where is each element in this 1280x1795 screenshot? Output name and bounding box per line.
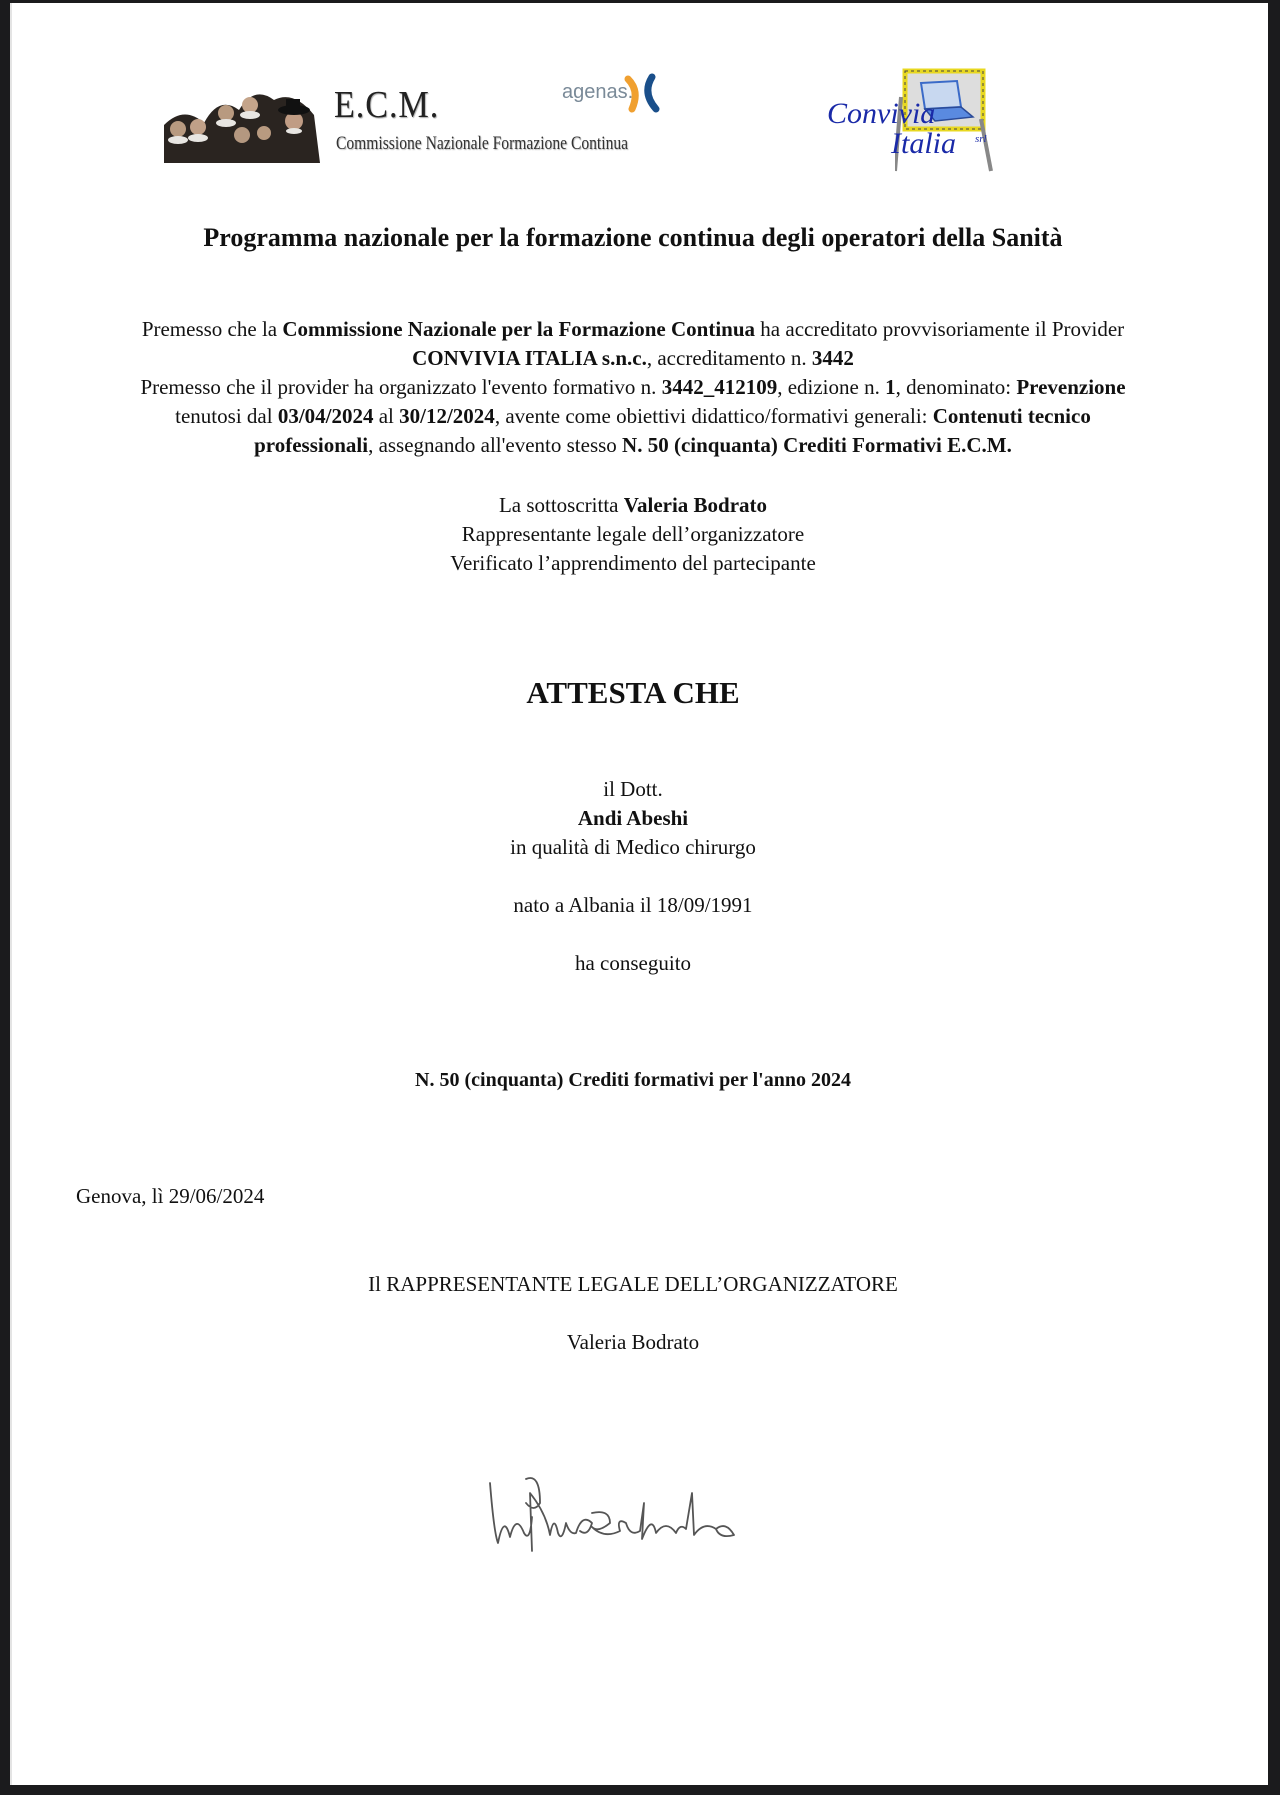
text: al <box>373 404 400 428</box>
convivia-italia-logo <box>827 65 1007 173</box>
signatory-prefix: La sottoscritta <box>498 493 624 517</box>
premise-line-4 <box>72 402 1194 431</box>
premise-line-2 <box>72 344 1194 373</box>
start-date: 03/04/2024 <box>277 404 374 428</box>
anatomy-lesson-painting-icon <box>164 85 320 163</box>
footer-name: Valeria Bodrato <box>566 1330 700 1354</box>
ecm-logo <box>164 71 654 163</box>
signature-icon <box>480 1473 750 1553</box>
provider-name: CONVIVIA ITALIA s.n.c. <box>412 346 647 370</box>
text: , assegnando all'evento stesso <box>368 433 623 457</box>
text: Premesso che il provider ha organizzato l'evento formativo n. <box>140 375 662 399</box>
participant-role: in qualità di Medico chirurgo <box>510 835 756 859</box>
text: , avente come obiettivi didattico/formativi generali: <box>494 404 933 428</box>
objectives: Contenuti tecnico <box>932 404 1091 428</box>
text: , edizione n. <box>777 375 886 399</box>
footer-role: Il RAPPRESENTANTE LEGALE DELL’ORGANIZZATORE <box>368 1272 898 1296</box>
event-name: Prevenzione <box>1016 375 1126 399</box>
premise-line-1 <box>72 315 1194 344</box>
ecm-subtitle: Commissione Nazionale Formazione Continua <box>336 133 629 154</box>
agenas-mark-icon <box>622 73 662 113</box>
credits-awarded: N. 50 (cinquanta) Crediti formativi per l'anno 2024 <box>415 1069 851 1091</box>
participant-block <box>12 775 1254 862</box>
text: , accreditamento n. <box>646 346 812 370</box>
place-date: Genova, lì 29/06/2024 <box>76 1184 265 1208</box>
premise-line-5 <box>72 431 1194 460</box>
programme-heading: Programma nazionale per la formazione continua degli operatori della Sanità <box>203 223 1063 252</box>
ecm-title: E.C.M. <box>334 84 440 126</box>
text: ha accreditato provvisoriamente il Provider <box>755 317 1125 341</box>
objectives-cont: professionali <box>254 433 369 457</box>
srl-text: srl <box>975 133 987 145</box>
convivia-text: Convivia <box>827 97 936 130</box>
signatory-block <box>12 491 1254 578</box>
signatory-name: Valeria Bodrato <box>623 493 768 517</box>
italia-text: Italia <box>891 127 956 160</box>
premise-line-3 <box>72 373 1194 402</box>
accreditation-number: 3442 <box>811 346 854 370</box>
edition-number: 1 <box>885 375 896 399</box>
end-date: 30/12/2024 <box>399 404 495 428</box>
verification-statement: Verificato l’apprendimento del partecipante <box>450 551 816 575</box>
agenas-logo-text: agenas. <box>562 81 634 103</box>
text: tenutosi dal <box>175 404 278 428</box>
event-number: 3442_412109 <box>661 375 778 399</box>
text: Premesso che la <box>141 317 283 341</box>
commission-name: Commissione Nazionale per la Formazione Continua <box>282 317 756 341</box>
premise-paragraph <box>72 315 1194 460</box>
attesta-heading: ATTESTA CHE <box>526 675 740 710</box>
achieved-text: ha conseguito <box>574 951 692 975</box>
certificate-page <box>10 3 1268 1785</box>
participant-birth: nato a Albania il 18/09/1991 <box>513 893 753 917</box>
text: , denominato: <box>895 375 1017 399</box>
event-credits: N. 50 (cinquanta) Crediti Formativi E.C.M. <box>622 433 1012 457</box>
participant-title: il Dott. <box>603 777 663 801</box>
signatory-role: Rappresentante legale dell’organizzatore <box>461 522 805 546</box>
participant-name: Andi Abeshi <box>577 806 689 830</box>
